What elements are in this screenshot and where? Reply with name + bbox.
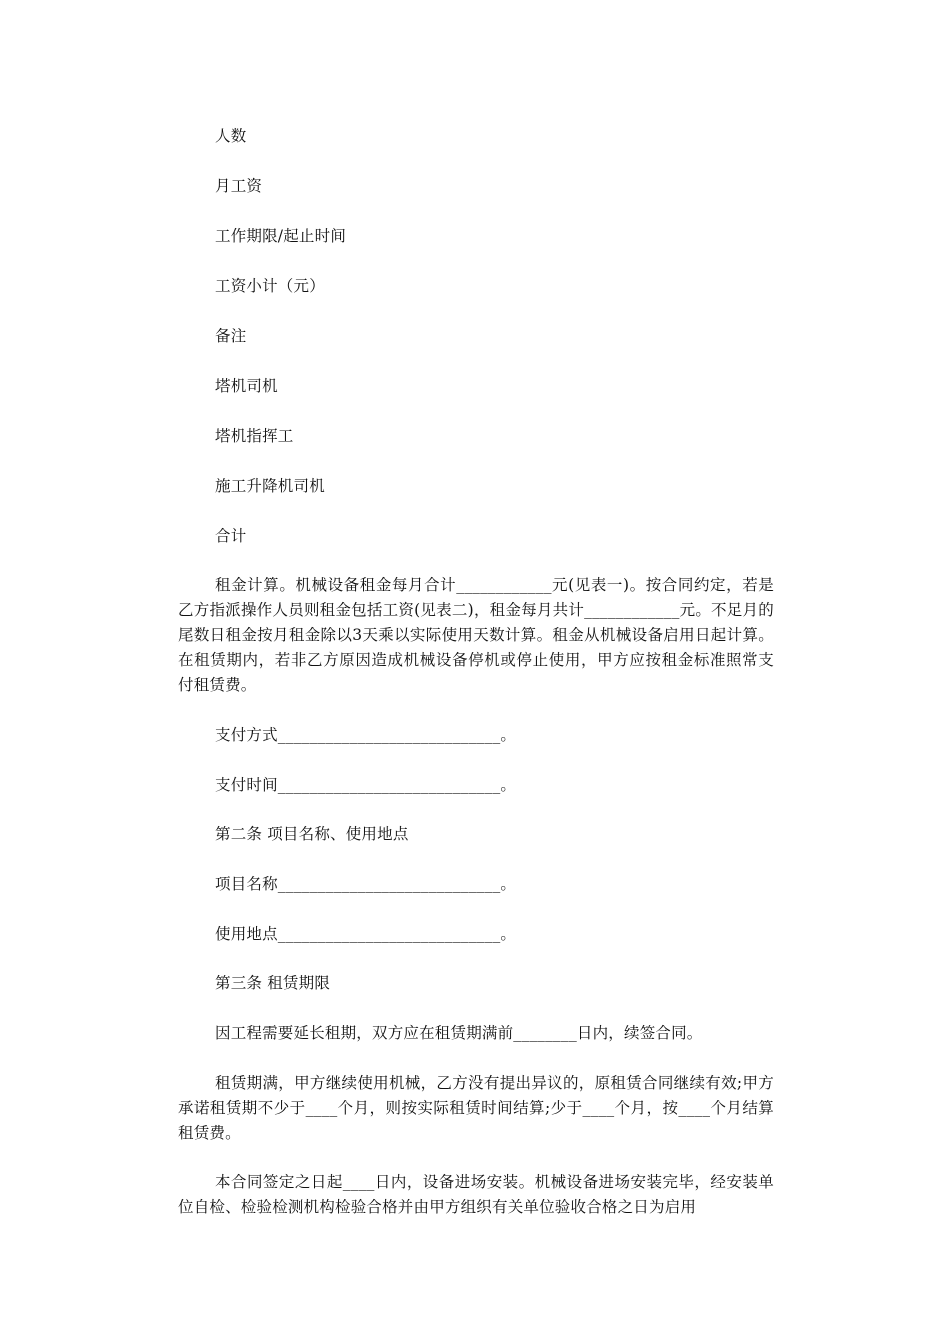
heading-article-three: 第三条 租赁期限 bbox=[215, 974, 331, 992]
paragraph-payment-time: 支付时间____________________________。 bbox=[215, 776, 517, 794]
paragraph-hoist-driver: 施工升降机司机 bbox=[215, 477, 325, 495]
paragraph-use-location: 使用地点____________________________。 bbox=[215, 925, 517, 943]
paragraph-headcount: 人数 bbox=[215, 127, 247, 145]
paragraph-rent-calculation: 租金计算。机械设备租金每月合计____________元(见表一)。按合同约定，若是乙方指派操作人员则租金包括工资(见表二)，租金每月共计____________元。不足月的尾数日租金按月租金除以3天乘以实际使用天数计算。租金从机械设备启用日起计算。在租赁期内，若非乙方原因造成机械设备停机或停止使用，甲方应按租金标准照常支付租赁费。 bbox=[178, 576, 774, 694]
paragraph-tower-crane-signaler: 塔机指挥工 bbox=[215, 427, 294, 445]
paragraph-wage-subtotal: 工资小计（元） bbox=[215, 277, 325, 295]
paragraph-remarks: 备注 bbox=[215, 327, 247, 345]
paragraph-lease-expiry: 租赁期满，甲方继续使用机械，乙方没有提出异议的，原租赁合同继续有效;甲方承诺租赁期不少于____个月，则按实际租赁时间结算;少于____个月，按____个月结算租赁费。 bbox=[178, 1074, 774, 1142]
paragraph-lease-extension: 因工程需要延长租期，双方应在租赁期满前________日内，续签合同。 bbox=[215, 1024, 703, 1042]
paragraph-monthly-wage: 月工资 bbox=[215, 177, 263, 195]
paragraph-installation: 本合同签定之日起____日内，设备进场安装。机械设备进场安装完毕，经安装单位自检、检验检测机构检验合格并由甲方组织有关单位验收合格之日为启用 bbox=[178, 1173, 774, 1216]
paragraph-tower-crane-driver: 塔机司机 bbox=[215, 377, 278, 395]
paragraph-work-period: 工作期限/起止时间 bbox=[215, 227, 347, 245]
paragraph-project-name: 项目名称____________________________。 bbox=[215, 875, 517, 893]
paragraph-payment-method: 支付方式____________________________。 bbox=[215, 726, 517, 744]
paragraph-total: 合计 bbox=[215, 527, 247, 545]
heading-article-two: 第二条 项目名称、使用地点 bbox=[215, 825, 409, 843]
